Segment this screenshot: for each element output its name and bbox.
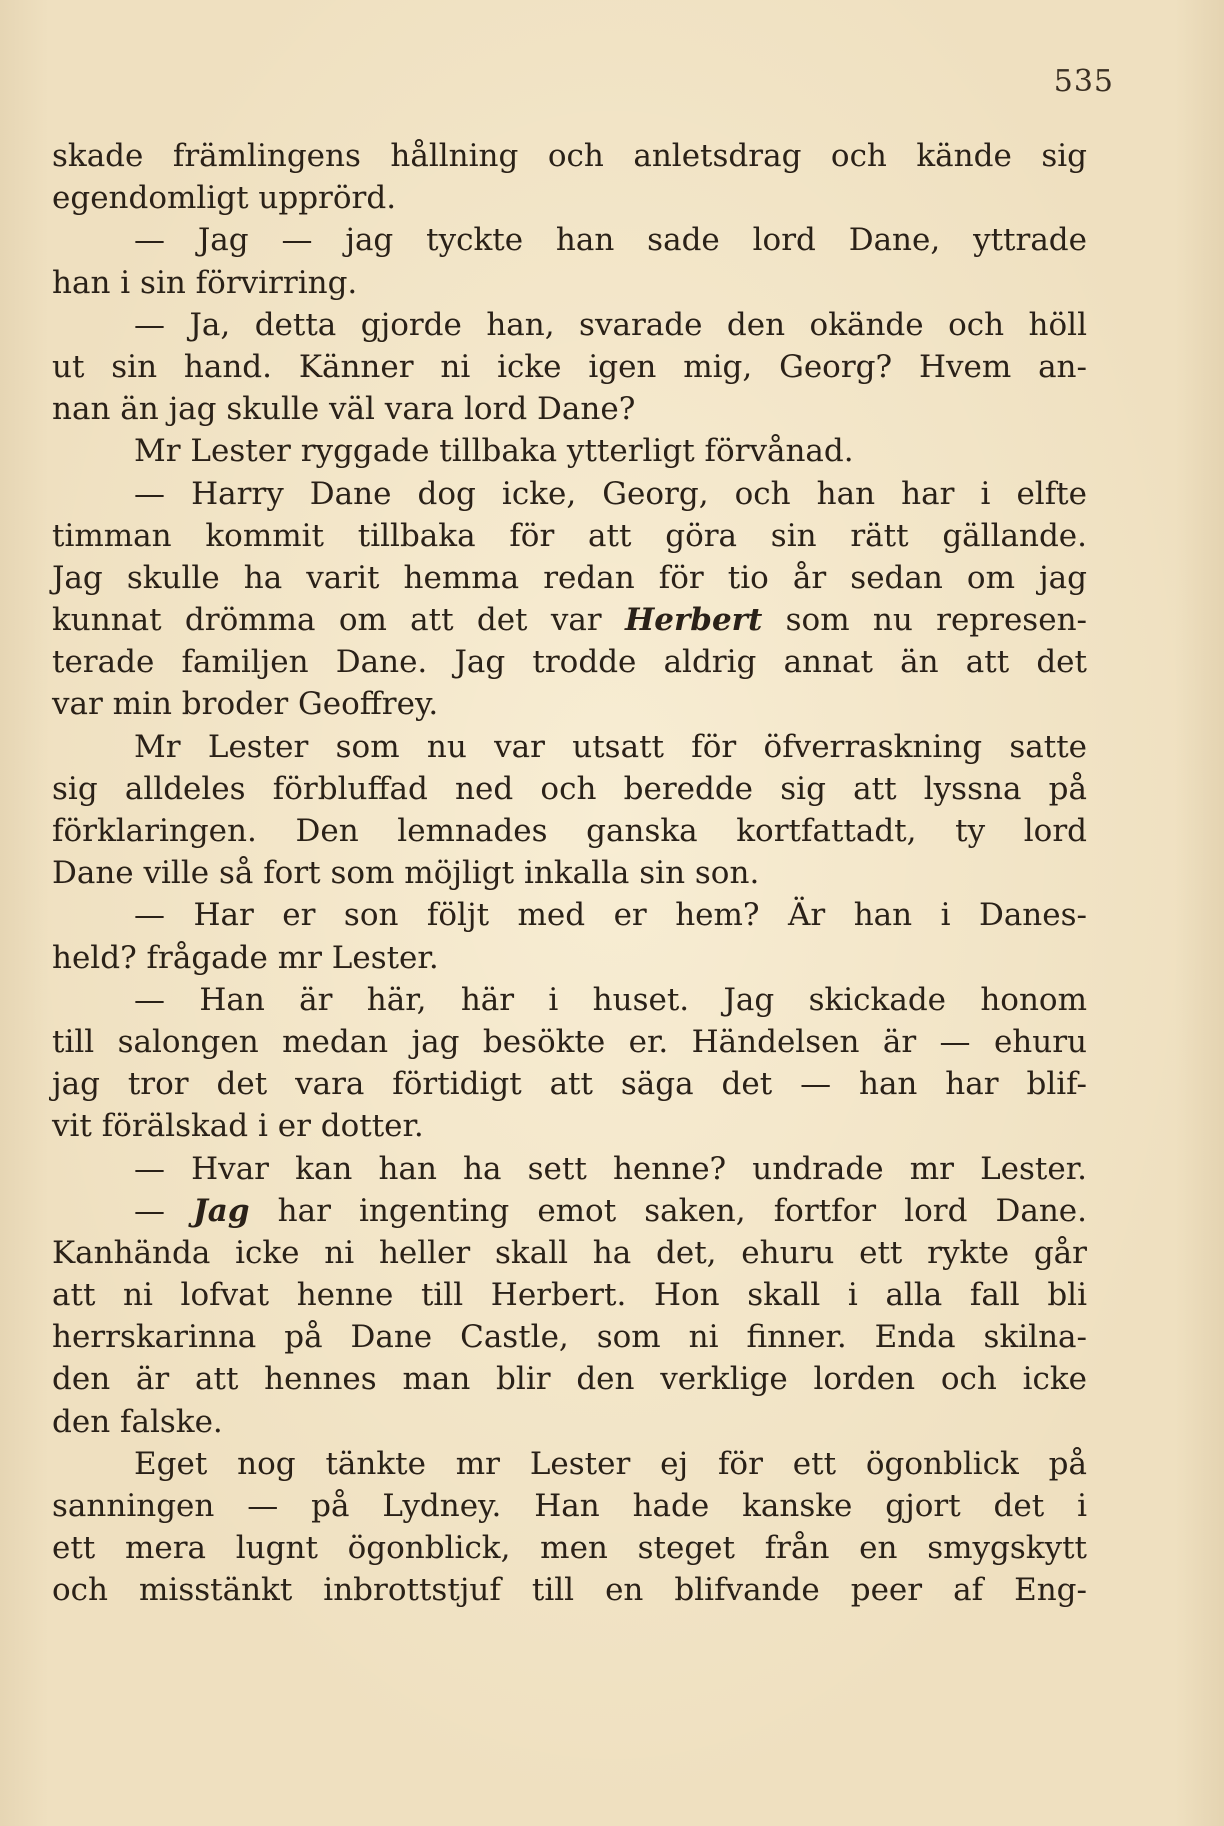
line-segment: har ingenting emot saken, fortfor lord Dane. <box>249 1192 1088 1229</box>
text-line: den falske. <box>52 1403 223 1440</box>
text-line: — Han är här, här i huset. Jag skickade honom <box>134 981 1087 1018</box>
text-line: egendomligt upprörd. <box>52 180 397 217</box>
line-segment: — <box>134 1192 194 1229</box>
text-line: herrskarinna på Dane Castle, som ni finner. Enda skilna- <box>52 1319 1087 1356</box>
text-line <box>52 1190 1087 1232</box>
text-line: sig alldeles förbluffad ned och beredde sig att lyssna på <box>52 770 1087 807</box>
text-line: — Har er son följt med er hem? Är han i Danes- <box>134 897 1087 934</box>
text-line: till salongen medan jag besökte er. Händelsen är — ehuru <box>52 1023 1087 1060</box>
line-segment: som nu represen- <box>762 602 1088 639</box>
text-line: Jag skulle ha varit hemma redan för tio år sedan om jag <box>52 559 1087 596</box>
text-line: terade familjen Dane. Jag trodde aldrig annat än att det <box>52 644 1087 681</box>
text-line: Mr Lester som nu var utsatt för öfverraskning satte <box>134 728 1087 765</box>
text-line: jag tror det vara förtidigt att säga det — han har blif- <box>52 1066 1087 1103</box>
italic-word: Jag <box>193 1192 250 1229</box>
text-line: Eget nog tänkte mr Lester ej för ett ögonblick på <box>134 1445 1087 1482</box>
text-line: Kanhända icke ni heller skall ha det, ehuru ett rykte går <box>52 1234 1087 1271</box>
text-line: — Jag — jag tyckte han sade lord Dane, yttrade <box>134 222 1087 259</box>
text-line: han i sin förvirring. <box>52 264 358 301</box>
text-line: var min broder Geoffrey. <box>52 686 439 723</box>
text-line: — Harry Dane dog icke, Georg, och han har i elfte <box>134 475 1087 512</box>
text-line: vit förälskad i er dotter. <box>52 1108 424 1145</box>
text-line: timman kommit tillbaka för att göra sin rätt gällande. <box>52 517 1087 554</box>
text-line: Mr Lester ryggade tillbaka ytterligt förvånad. <box>134 433 854 470</box>
text-line: och misstänkt inbrottstjuf till en blifvande peer af Eng- <box>52 1572 1087 1609</box>
body-text <box>52 135 1087 1612</box>
text-line: held? frågade mr Lester. <box>52 939 439 976</box>
italic-name: Herbert <box>624 602 763 639</box>
text-line: Dane ville så fort som möjligt inkalla sin son. <box>52 855 760 892</box>
text-line: ett mera lugnt ögonblick, men steget från en smygskytt <box>52 1530 1087 1567</box>
text-line: den är att hennes man blir den verklige lorden och icke <box>52 1361 1087 1398</box>
text-line: sanningen — på Lydney. Han hade kanske gjort det i <box>52 1488 1087 1524</box>
text-line: — Ja, detta gjorde han, svarade den okände och höll <box>134 306 1087 343</box>
line-segment: kunnat drömma om att det var <box>52 602 625 639</box>
text-line: att ni lofvat henne till Herbert. Hon skall i alla fall bli <box>52 1277 1087 1314</box>
text-line <box>52 599 1087 641</box>
text-line: nan än jag skulle väl vara lord Dane? <box>52 391 636 428</box>
text-line: ut sin hand. Känner ni icke igen mig, Georg? Hvem an- <box>52 348 1087 385</box>
text-line: förklaringen. Den lemnades ganska kortfattadt, ty lord <box>52 813 1087 849</box>
text-line: — Hvar kan han ha sett henne? undrade mr Lester. <box>134 1150 1087 1187</box>
page-number: 535 <box>1053 64 1114 99</box>
text-line: skade främlingens hållning och anletsdrag och kände sig <box>52 138 1087 174</box>
